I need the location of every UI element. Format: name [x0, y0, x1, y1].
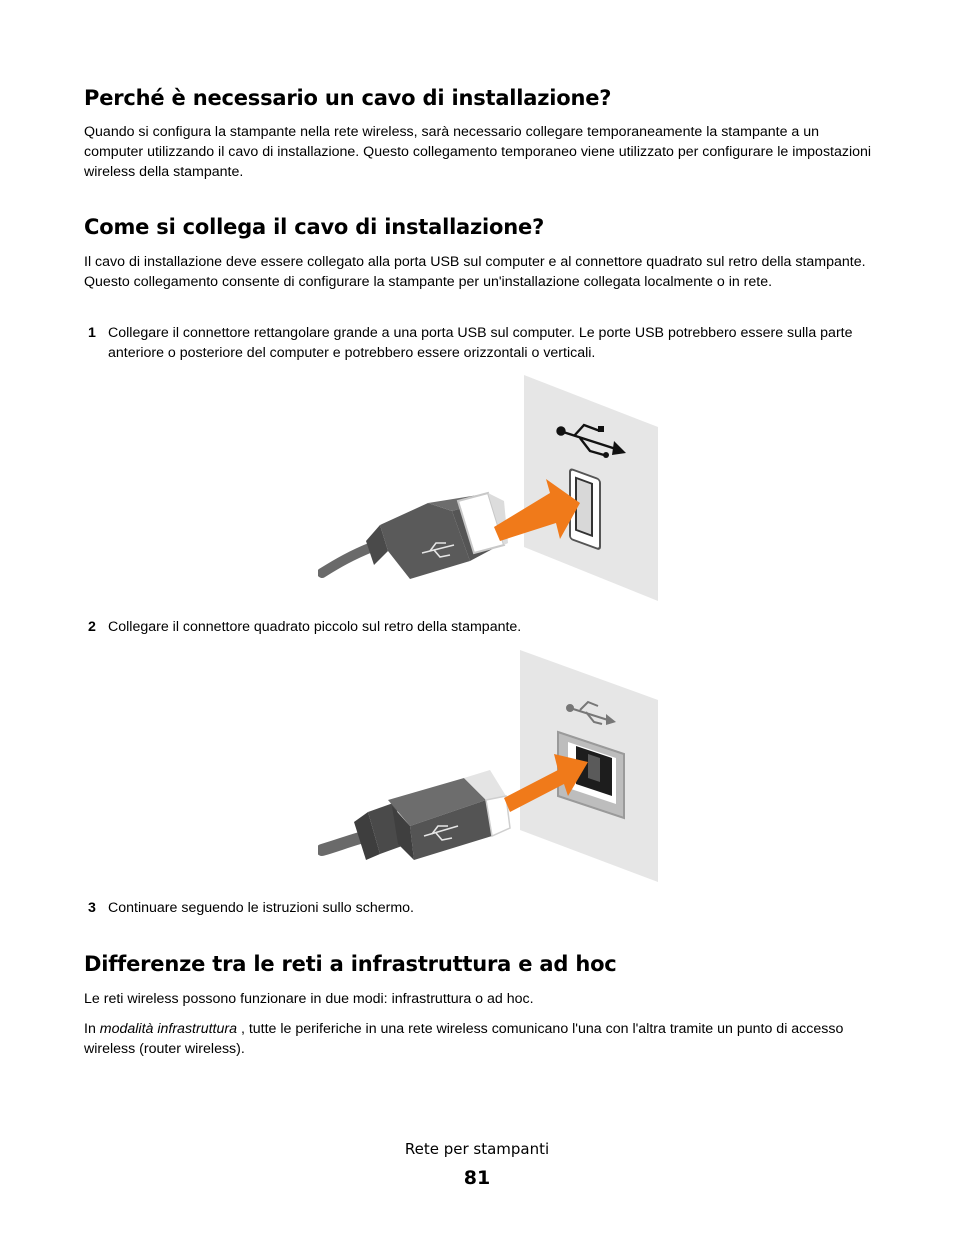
paragraph-connect-cable: Il cavo di installazione deve essere collegato alla porta USB sul computer e al connettore quadrato sul retro della stampante. Questo collegamento consente di configurare la stampante per un'installazione collegata localmente o in rete.: [84, 254, 866, 290]
paragraph-why-cable: Quando si configura la stampante nella rete wireless, sarà necessario collegare temporaneamente la stampante a un computer utilizzando il cavo di installazione. Questo collegamento temporaneo viene utilizzato per configurare le impostazioni wireless della stampante.: [84, 124, 872, 180]
step-text: Collegare il connettore rettangolare grande a una porta USB sul computer. Le porte USB potrebbero essere sulla parte anteriore o posteriore del computer e potrebbero essere orizzontali o verticali.: [108, 325, 853, 361]
step-text: Continuare seguendo le istruzioni sullo schermo.: [108, 900, 414, 916]
term-infrastructure-mode: modalità infrastruttura: [99, 1021, 237, 1037]
step-number: 3: [88, 900, 96, 916]
heading-network-modes: Differenze tra le reti a infrastruttura e ad hoc: [84, 952, 617, 976]
text-suffix: , tutte le periferiche in una rete wireless comunicano l'una con l'altra tramite un punto di accesso wireless (router wireless).: [84, 1021, 844, 1057]
step-text: Collegare il connettore quadrato piccolo sul retro della stampante.: [108, 619, 522, 635]
paragraph-infrastructure: [84, 1019, 874, 1059]
cable: [322, 838, 360, 850]
heading-connect-cable: Come si collega il cavo di installazione?: [84, 215, 545, 239]
usb-b-plug: [354, 770, 510, 860]
step-number: 1: [88, 325, 96, 341]
usb-a-plug: [366, 493, 508, 579]
usb-computer-port-illustration: [318, 375, 660, 603]
paragraph-network-modes: Le reti wireless possono funzionare in due modi: infrastruttura o ad hoc.: [84, 991, 534, 1007]
heading-why-cable: Perché è necessario un cavo di installazione?: [84, 86, 612, 110]
step-number: 2: [88, 619, 96, 635]
footer-chapter-label: Rete per stampanti: [404, 1140, 550, 1158]
text-prefix: In: [84, 1021, 100, 1037]
usb-printer-port-illustration: [318, 650, 660, 884]
page-number: 81: [463, 1167, 491, 1189]
cable: [322, 547, 372, 573]
